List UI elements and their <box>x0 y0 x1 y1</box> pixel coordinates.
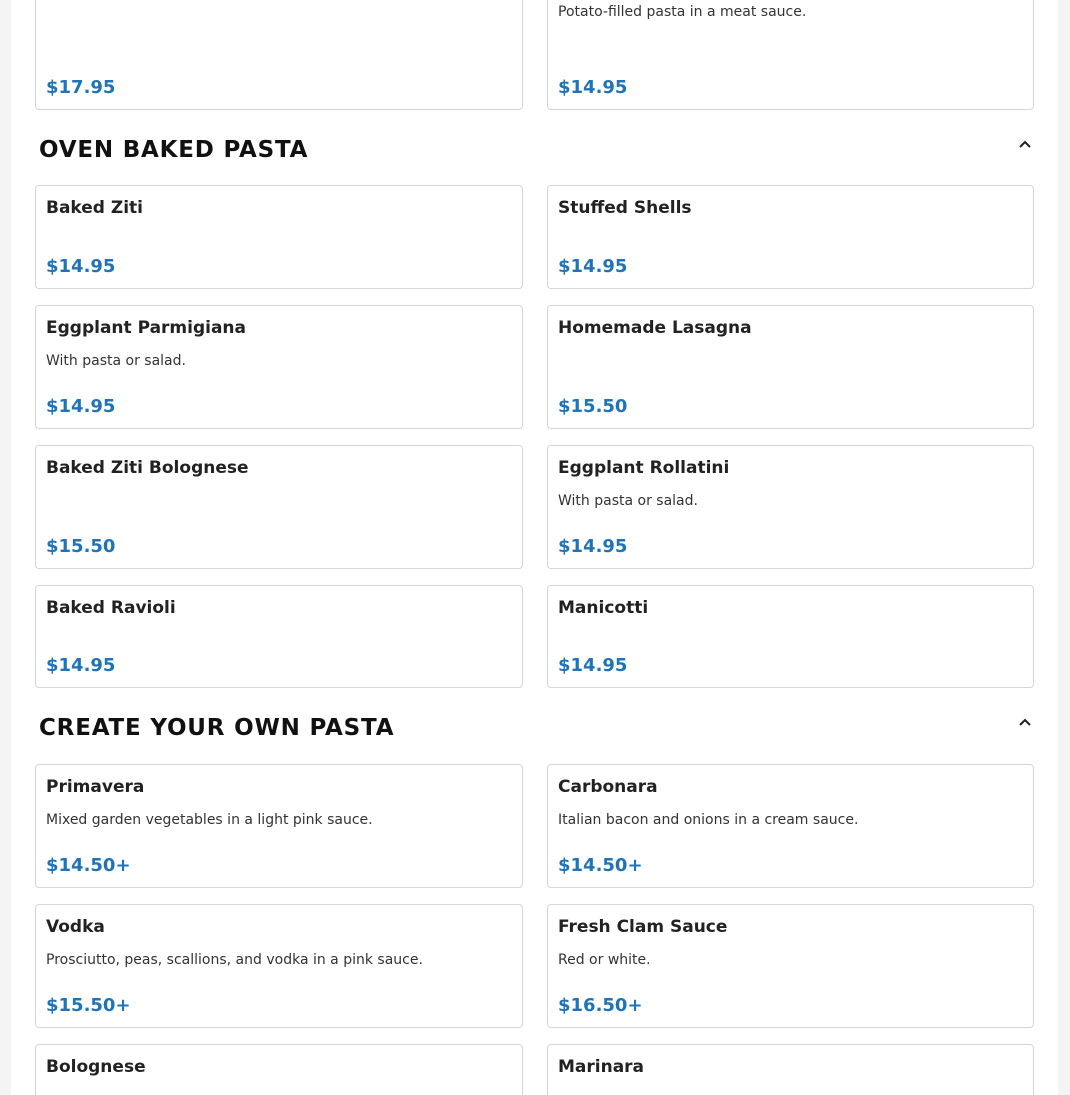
item-description: Prosciutto, peas, scallions, and vodka in a pink sauce. <box>46 952 423 968</box>
item-price: $15.50 <box>558 396 628 417</box>
menu-item-card[interactable] <box>35 764 523 888</box>
item-price: $14.95 <box>46 396 116 417</box>
item-name: Baked Ravioli <box>46 598 176 618</box>
menu-item-card[interactable] <box>547 585 1034 688</box>
menu-item-card[interactable] <box>35 305 523 429</box>
item-description: With pasta or salad. <box>46 353 186 369</box>
item-name: Baked Ziti Bolognese <box>46 458 249 478</box>
menu-item-card[interactable] <box>547 305 1034 429</box>
menu-item-card[interactable] <box>547 904 1034 1028</box>
menu-item-card[interactable] <box>35 904 523 1028</box>
menu-item-card[interactable] <box>35 445 523 569</box>
item-description: Red or white. <box>558 952 651 968</box>
menu-item-card[interactable] <box>35 185 523 289</box>
item-price: $16.50+ <box>558 995 643 1016</box>
item-name: Homemade Lasagna <box>558 318 752 338</box>
item-name: Manicotti <box>558 598 649 618</box>
item-name: Stuffed Shells <box>558 198 692 218</box>
menu-item-card[interactable] <box>547 185 1034 289</box>
section-title: CREATE YOUR OWN PASTA <box>39 715 395 741</box>
menu-item-card[interactable] <box>35 585 523 688</box>
menu-item-card[interactable] <box>547 1044 1034 1095</box>
item-price: $14.95 <box>558 256 628 277</box>
section-title: OVEN BAKED PASTA <box>39 137 309 163</box>
item-name: Carbonara <box>558 777 658 797</box>
item-name: Eggplant Parmigiana <box>46 318 247 338</box>
menu-page <box>11 0 1058 1095</box>
item-price: $14.95 <box>46 655 116 676</box>
item-price: $14.95 <box>46 256 116 277</box>
item-price: $15.50+ <box>46 995 131 1016</box>
item-name: Eggplant Rollatini <box>558 458 730 478</box>
menu-item-card[interactable] <box>547 764 1034 888</box>
menu-item-card[interactable] <box>547 0 1034 110</box>
item-description: With pasta or salad. <box>558 493 698 509</box>
item-price: $17.95 <box>46 77 116 98</box>
item-description: Mixed garden vegetables in a light pink sauce. <box>46 812 373 828</box>
item-price: $14.95 <box>558 77 628 98</box>
item-price: $14.95 <box>558 655 628 676</box>
chevron-up-icon[interactable] <box>1015 134 1035 154</box>
item-price: $14.95 <box>558 536 628 557</box>
item-price: $15.50 <box>46 536 116 557</box>
item-price: $14.50+ <box>46 855 131 876</box>
item-name: Baked Ziti <box>46 198 144 218</box>
item-description: Potato-filled pasta in a meat sauce. <box>558 4 807 20</box>
menu-item-card[interactable] <box>547 445 1034 569</box>
chevron-up-icon[interactable] <box>1015 712 1035 732</box>
menu-item-card[interactable] <box>35 1044 523 1095</box>
item-name: Bolognese <box>46 1057 146 1077</box>
item-name: Vodka <box>46 917 105 937</box>
menu-item-card[interactable] <box>35 0 523 110</box>
item-description: Italian bacon and onions in a cream sauce. <box>558 812 859 828</box>
item-name: Marinara <box>558 1057 645 1077</box>
item-name: Fresh Clam Sauce <box>558 917 728 937</box>
item-price: $14.50+ <box>558 855 643 876</box>
item-name: Primavera <box>46 777 145 797</box>
